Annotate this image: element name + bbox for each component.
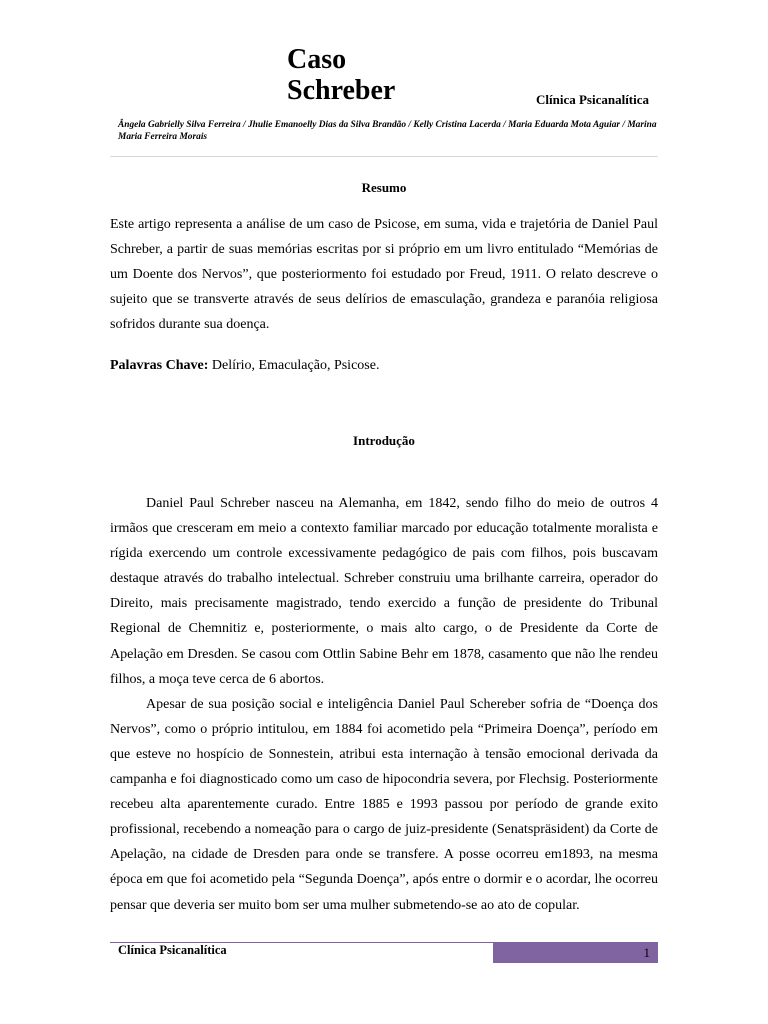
page-number-box <box>493 943 658 963</box>
abstract-text: Este artigo representa a análise de um caso de Psicose, em suma, vida e trajetória de Daniel Paul Schreber, a partir de suas memórias escritas por si próprio em um livro entitulado “Memórias de um Doente dos Nervos”, que posteriormento foi estudado por Freud, 1911. O relato descreve o sujeito que se transverte através de seus delírios de emasculação, grandeza e paranóia religiosa sofridos durante sua doença. <box>110 217 658 332</box>
authors-line: Ângela Gabrielly Silva Ferreira / Jhulie Emanoelly Dias da Silva Brandão / Kelly Cristina Lacerda / Maria Eduarda Mota Aguiar / Marina Maria Ferreira Morais <box>118 120 657 142</box>
body-paragraph: Apesar de sua posição social e inteligência Daniel Paul Schereber sofria de “Doença dos Nervos”, como o próprio intitulou, em 1884 foi acometido pela “Primeira Doença”, período em que esteve no hospício de Sonnestein, atribui esta internação à tensão emocional derivada da campanha e foi diagnosticado como um caso de hipocondria severa, por Flechsig. Posteriormente recebeu alta aparentemente curado. Entre 1885 e 1993 passou por período de grande exito profissional, recebendo a nomeação para o cargo de juiz-presidente (Senatspräsident) da Corte de Apelação, na cidade de Dresden para onde se transfere. A posse ocorreu em1893, na mesma época em que foi acometido pela “Segunda Doença”, após entre o dormir e o acordar, lhe ocorreu pensar que deveria ser muito bom ser uma mulher submetendo-se ao ato de copular. <box>110 696 658 913</box>
abstract-heading: Resumo <box>361 180 407 195</box>
body-paragraph: Daniel Paul Schreber nasceu na Alemanha, em 1842, sendo filho do meio de outros 4 irmãos que cresceram em meio a contexto familiar marcado por educação totalmente moralista e rígida exercendo um controle excessivamente pedagógico de pais com filhos, pois buscavam destaque através do trabalho intelectual. Schreber construiu uma brilhante carreira, operador do Direito, mais precisamente magistrado, tendo exercido a função de presidente do Tribunal Regional de Chemnitiz e, posteriormente, o mais alto cargo, o de Presidente da Corte de Apelação em Dresden. Se casou com Ottlin Sabine Behr em 1878, casamento que não lhe rendeu filhos, a moça teve cerca de 6 abortos. <box>110 496 658 687</box>
page-number: 1 <box>643 945 650 960</box>
introduction-heading: Introdução <box>353 433 415 448</box>
keywords-line <box>110 353 658 378</box>
title-line-2: Schreber <box>287 75 396 106</box>
header-clinic-name: Clínica Psicanalítica <box>536 92 650 107</box>
keywords-label: Palavras Chave: <box>110 358 209 373</box>
footer-clinic-name: Clínica Psicanalítica <box>118 943 227 957</box>
introduction-body <box>110 491 658 918</box>
keywords-values: Delírio, Emaculação, Psicose. <box>211 358 380 373</box>
title-line-1: Caso <box>287 44 347 75</box>
header-divider <box>110 156 658 157</box>
document-title <box>287 44 395 106</box>
